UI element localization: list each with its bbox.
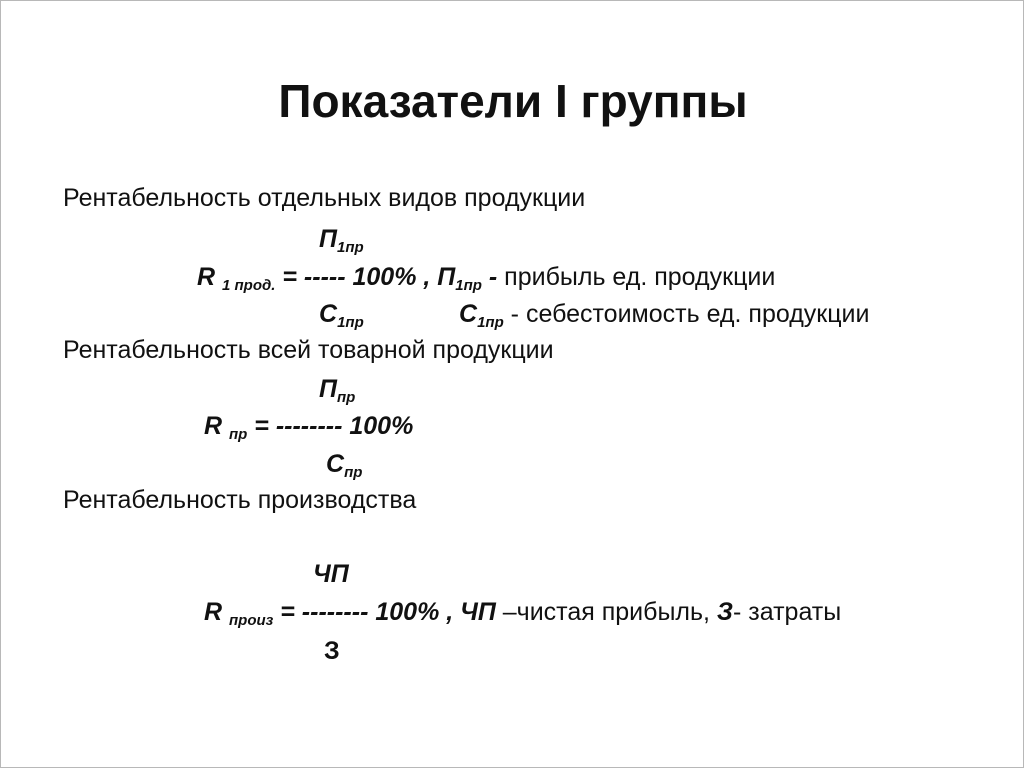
- section1-numerator-sub: 1пр: [336, 239, 364, 256]
- section3-desc2: - затраты: [733, 598, 842, 626]
- section1-lhs-symbol: R: [197, 263, 222, 291]
- section1-formula: [197, 261, 775, 297]
- section1-profit-sub: 1пр: [455, 277, 482, 294]
- section3-lhs-symbol: R: [204, 598, 229, 626]
- section3-denominator: З: [324, 637, 340, 665]
- section1-denominator-symbol: С: [319, 300, 338, 328]
- section3-formula: [204, 596, 841, 632]
- section1-numerator-symbol: П: [319, 225, 337, 253]
- section1-numerator: [319, 223, 364, 259]
- section2-lhs-sub: пр: [229, 426, 248, 443]
- slide-title: Показатели I группы: [278, 75, 748, 127]
- section2-numerator-sub: пр: [336, 389, 356, 406]
- section1-cost-symbol: С: [459, 300, 478, 328]
- section2-denominator-sub: пр: [344, 464, 363, 481]
- section1-denominator: [319, 298, 364, 334]
- section1-heading: Рентабельность отдельных видов продукции: [63, 184, 586, 212]
- section2-denominator-symbol: С: [326, 450, 345, 478]
- section3-numerator: ЧП: [313, 560, 349, 588]
- section2-formula-rest: = -------- 100%: [247, 412, 414, 440]
- section2-heading: Рентабельность всей товарной продукции: [63, 336, 554, 364]
- section1-cost-sub: 1пр: [477, 314, 504, 331]
- section1-cost-desc: - себестоимость ед. продукции: [503, 300, 870, 328]
- section3-dash: –: [502, 598, 517, 626]
- section1-denominator-sub: 1пр: [337, 314, 364, 331]
- section3-lhs-sub: произ: [229, 612, 274, 629]
- section3-heading: Рентабельность производства: [63, 486, 417, 514]
- section1-profit-dash: -: [481, 263, 505, 291]
- section3-desc1: чистая прибыль,: [516, 598, 717, 626]
- section1-profit-desc: прибыль ед. продукции: [504, 263, 776, 291]
- section3-formula-rest: = -------- 100% , ЧП: [273, 598, 503, 626]
- section3-z-symbol: З: [716, 598, 733, 626]
- section2-numerator: [319, 373, 355, 409]
- section1-formula-rest: = ----- 100% , П: [275, 263, 456, 291]
- section2-formula: [204, 410, 413, 446]
- section1-lhs-sub: 1 прод.: [222, 277, 276, 294]
- section2-denominator: [326, 448, 362, 484]
- section2-numerator-symbol: П: [319, 375, 337, 403]
- section1-cost-note: [459, 298, 869, 334]
- section2-lhs-symbol: R: [204, 412, 229, 440]
